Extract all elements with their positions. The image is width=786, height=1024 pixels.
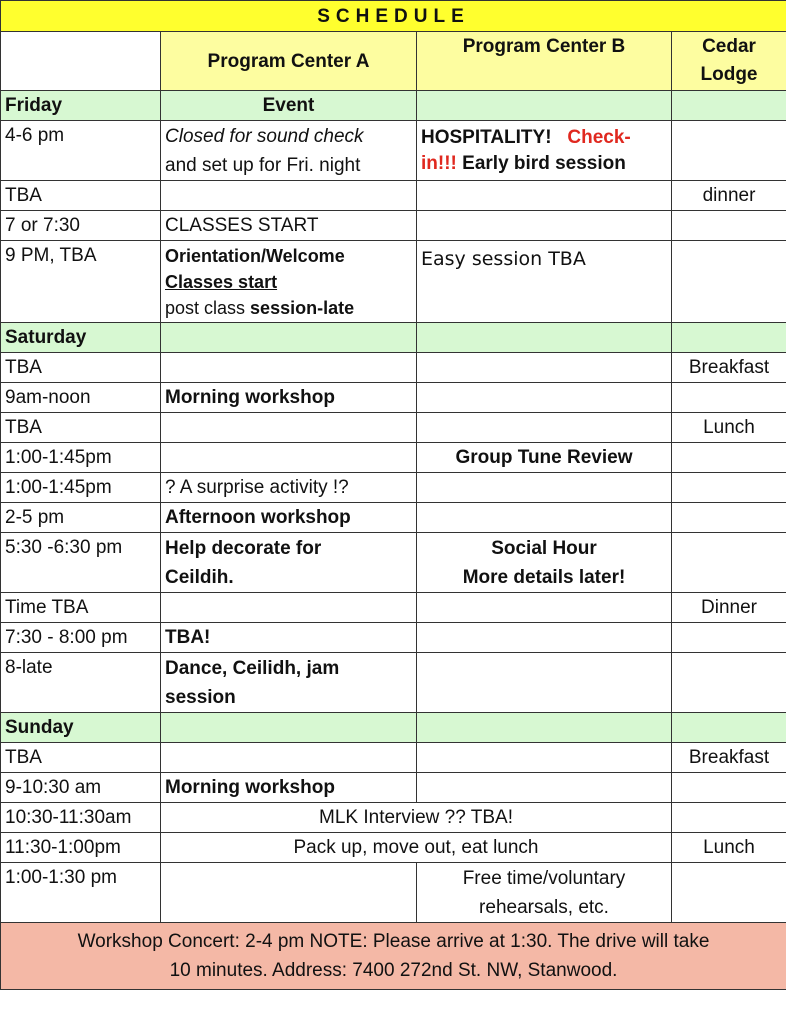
time-cell: 9 PM, TBA — [1, 241, 161, 323]
table-row — [1, 181, 786, 211]
day-row-friday — [1, 91, 786, 121]
table-row — [1, 623, 786, 653]
time-cell: TBA — [1, 353, 161, 383]
table-row — [1, 353, 786, 383]
cell-a-line: Dance, Ceilidh, jam — [165, 657, 340, 679]
cell-b — [417, 863, 672, 923]
early-bird-text: Early bird session — [462, 152, 626, 174]
table-row — [1, 413, 786, 443]
time-cell: TBA — [1, 181, 161, 211]
day-row-sunday — [1, 713, 786, 743]
time-cell: Time TBA — [1, 593, 161, 623]
cell-a: Morning workshop — [161, 773, 417, 803]
header-row — [1, 32, 786, 91]
table-row — [1, 503, 786, 533]
classes-start-text: Classes start — [165, 271, 278, 292]
cell-a-line: Closed for sound check — [165, 125, 364, 147]
cell-c: Breakfast — [672, 353, 786, 383]
cell-a: CLASSES START — [161, 211, 417, 241]
time-cell: TBA — [1, 743, 161, 773]
cell-ab: MLK Interview ?? TBA! — [161, 803, 672, 833]
cell-a: TBA! — [161, 623, 417, 653]
time-cell: 9am-noon — [1, 383, 161, 413]
cell-a-line: Help decorate for — [165, 537, 322, 559]
table-row — [1, 833, 786, 863]
time-cell: 8-late — [1, 653, 161, 713]
footer-row — [1, 923, 786, 990]
cell-c: dinner — [672, 181, 786, 211]
table-row — [1, 803, 786, 833]
time-cell: 5:30 -6:30 pm — [1, 533, 161, 593]
cell-b — [417, 533, 672, 593]
checkin-text-2: in!!! — [421, 152, 457, 174]
cell-a: Afternoon workshop — [161, 503, 417, 533]
cell-ab: Pack up, move out, eat lunch — [161, 833, 672, 863]
time-cell: 1:00-1:30 pm — [1, 863, 161, 923]
table-row — [1, 121, 786, 181]
day-label-saturday: Saturday — [1, 323, 161, 353]
cell-a: ? A surprise activity !? — [161, 473, 417, 503]
table-row — [1, 863, 786, 923]
social-hour-text: Social Hour — [491, 537, 597, 559]
event-header: Event — [161, 91, 417, 121]
cell-c: Breakfast — [672, 743, 786, 773]
time-cell: 1:00-1:45pm — [1, 473, 161, 503]
cell-b: Easy session TBA — [417, 241, 672, 323]
header-program-b: Program Center B — [417, 32, 672, 91]
cell-a: Morning workshop — [161, 383, 417, 413]
cell-b: Group Tune Review — [417, 443, 672, 473]
time-cell: 7:30 - 8:00 pm — [1, 623, 161, 653]
post-class-text: post class — [165, 297, 251, 318]
cell-c: Lunch — [672, 413, 786, 443]
title-row — [1, 1, 786, 32]
cell-c: Lunch — [672, 833, 786, 863]
schedule-title: SCHEDULE — [1, 1, 786, 32]
table-row — [1, 473, 786, 503]
table-row — [1, 241, 786, 323]
day-label-sunday: Sunday — [1, 713, 161, 743]
concert-address-line: 10 minutes. Address: 7400 272nd St. NW, Stanwood. — [169, 960, 618, 981]
day-label-friday: Friday — [1, 91, 161, 121]
table-row — [1, 653, 786, 713]
table-row — [1, 443, 786, 473]
table-row — [1, 773, 786, 803]
time-cell: 10:30-11:30am — [1, 803, 161, 833]
cell-a — [161, 241, 417, 323]
cell-a-line: and set up for Fri. night — [165, 154, 361, 176]
cell-a-line: Ceildih. — [165, 566, 234, 588]
time-cell: 9-10:30 am — [1, 773, 161, 803]
cell-c — [672, 121, 786, 181]
orientation-text: Orientation/Welcome — [165, 245, 345, 266]
cell-a-line: session — [165, 686, 236, 708]
header-cedar-lodge: Cedar Lodge — [672, 32, 786, 91]
cell-a — [161, 533, 417, 593]
concert-note-line: Workshop Concert: 2-4 pm NOTE: Please arrive at 1:30. The drive will take — [77, 931, 710, 952]
more-details-text: More details later! — [462, 566, 626, 588]
time-cell: 7 or 7:30 — [1, 211, 161, 241]
hospitality-text: HOSPITALITY! — [421, 126, 552, 148]
table-row — [1, 383, 786, 413]
header-blank — [1, 32, 161, 91]
checkin-text: Check- — [567, 126, 631, 148]
session-late-text: session-late — [250, 297, 355, 318]
table-row — [1, 533, 786, 593]
free-time-text: Free time/voluntary — [462, 867, 626, 889]
concert-note — [1, 923, 786, 990]
table-row — [1, 743, 786, 773]
time-cell: 11:30-1:00pm — [1, 833, 161, 863]
time-cell: 4-6 pm — [1, 121, 161, 181]
time-cell: 1:00-1:45pm — [1, 443, 161, 473]
cell-b — [417, 121, 672, 181]
table-row — [1, 211, 786, 241]
header-program-a: Program Center A — [161, 32, 417, 91]
rehearsals-text: rehearsals, etc. — [479, 896, 609, 918]
time-cell: 2-5 pm — [1, 503, 161, 533]
cell-a — [161, 121, 417, 181]
table-row — [1, 593, 786, 623]
time-cell: TBA — [1, 413, 161, 443]
day-row-saturday — [1, 323, 786, 353]
cell-a — [161, 653, 417, 713]
cell-c: Dinner — [672, 593, 786, 623]
